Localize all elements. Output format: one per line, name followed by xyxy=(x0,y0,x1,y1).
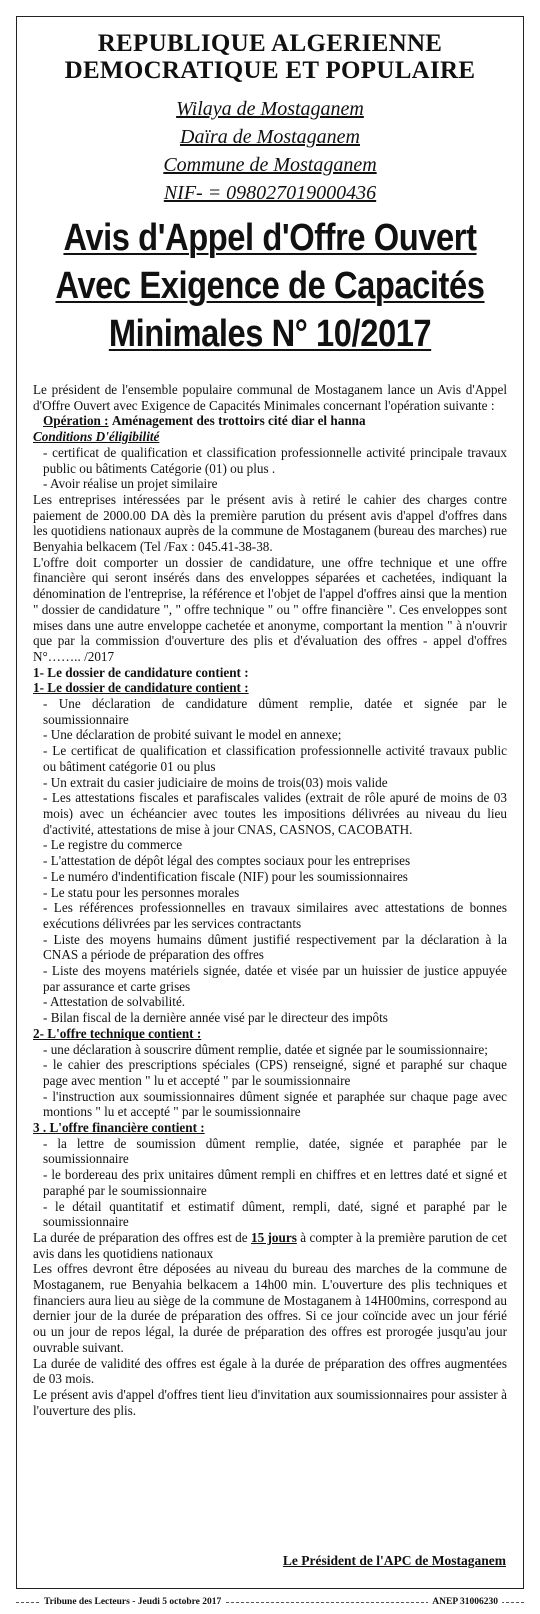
section1-item: - Bilan fiscal de la dernière année visé par le directeur des impôts xyxy=(43,1010,388,1026)
eligibility-item: - certificat de qualification et classification professionnelle activité principale travaux public ou bâtiments Catégorie (01) ou plus . xyxy=(43,444,507,476)
operation-label: Opération : xyxy=(43,413,109,429)
section1-item: - Le statu pour les personnes morales xyxy=(43,884,240,900)
republic-line-2: DEMOCRATIQUE ET POPULAIRE xyxy=(64,57,476,84)
validity-paragraph: La durée de validité des offres est égale à la durée de préparation des offres augmentées de 03 mois. xyxy=(33,1355,507,1387)
intro-paragraph: Le président de l'ensemble populaire communal de Mostaganem lance un Avis d'Appel d'Offre Ouvert avec Exigence de Capacités Minimales concernant l'opération suivante : xyxy=(33,382,507,413)
section1-item: - Les références professionnelles en travaux similaires avec attestations de bonnes exécutions délivrées par les services contractants xyxy=(43,900,507,931)
footer-anep-ref: ANEP 31006230 xyxy=(428,1597,502,1607)
section1-item: - Une déclaration de candidature dûment remplie, datée et signée par le soumissionnaire xyxy=(43,696,507,727)
section3-item: - la lettre de soumission dûment remplie, datée, signée et paraphée par le soumissionnaire xyxy=(43,1135,507,1167)
section1-item: - L'attestation de dépôt légal des comptes sociaux pour les entreprises xyxy=(43,853,411,869)
duration-after: à compter à la première parution de cet avis dans les quotidiens nationaux xyxy=(33,1229,507,1261)
withdrawal-paragraph: Les entreprises intéressées par le présent avis à retiré le cahier des charges contre paiement de 2000.00 DA dès la première parution du présent avis d'appel d'offres dans les quotidiens nationaux auprès de la commune de Mostaganem (bureau des marches) rue Benyahia belkacem (Tel /Fax : 045.41-38-38. xyxy=(33,491,507,555)
nif: NIF- = 098027019000436 xyxy=(163,182,377,204)
section1-heading-b: 1- Le dossier de candidature contient : xyxy=(33,680,249,696)
operation-value: Aménagement des trottoirs cité diar el hanna xyxy=(111,413,366,429)
section1-item: - Un extrait du casier judiciaire de moins de trois(03) mois valide xyxy=(43,774,388,790)
section1-item: - Le certificat de qualification et classification professionnelle activité travaux public ou bâtiment catégorie 01 ou plus xyxy=(43,743,507,774)
section2-item: - l'instruction aux soumissionnaires dûment signée et paraphée sur chaque page avec montions " lu et accepté " par le soumissionnaire xyxy=(43,1088,507,1120)
duration-highlight: 15 jours xyxy=(250,1229,297,1245)
title-line-3: Minimales N° 10/2017 xyxy=(108,313,432,355)
wilaya: Wilaya de Mostaganem xyxy=(176,98,364,120)
title-line-1: Avis d'Appel d'Offre Ouvert xyxy=(63,217,477,259)
signature: Le Président de l'APC de Mostaganem xyxy=(282,1553,506,1568)
invitation-paragraph: Le présent avis d'appel d'offres tient lieu d'invitation aux soumissionnaires pour assister à l'ouverture des plis. xyxy=(33,1387,507,1418)
duration-paragraph xyxy=(33,1230,507,1261)
operation-line xyxy=(33,413,507,429)
section1-item: - Une déclaration de probité suivant le model en annexe; xyxy=(43,727,342,743)
section1-item: - Liste des moyens humains dûment justifié respectivement par la déclaration à la CNAS a période de préparation des offres xyxy=(43,931,507,963)
section1-heading-a: 1- Le dossier de candidature contient : xyxy=(33,664,249,680)
section1-item: - Attestation de solvabilité. xyxy=(43,994,186,1010)
offer-paragraph: L'offre doit comporter un dossier de candidature, une offre technique et une offre financière qui seront insérés dans des enveloppes séparées et cachetées, indiquant la dénomination de l'entreprise, la référence et l'objet de l'appel d'offres ainsi que la mention " dossier de candidature ", " offre technique " ou " offre financière ". Ces enveloppes sont mises dans une autre enveloppe cachetée et anonyme, comportant la mention " à n'ouvrir que par la commission d'ouverture des plis et d'évaluation des offres - appel d'offres N°…….. /2017 xyxy=(33,554,507,664)
republic-line-1: REPUBLIQUE ALGERIENNE xyxy=(97,30,443,57)
daira: Daïra de Mostaganem xyxy=(180,126,360,148)
section1-item: - Liste des moyens matériels signée, datée et visée par un huissier de justice appuyée par assurance et carte grises xyxy=(43,963,507,994)
eligibility-heading: Conditions D'éligibilité xyxy=(33,429,160,445)
section3-item: - le bordereau des prix unitaires dûment rempli en chiffres et en lettres daté et signé et paraphé par le soumissionnaire xyxy=(43,1167,507,1198)
duration-before: La durée de préparation des offres est de xyxy=(33,1229,251,1245)
deposit-paragraph: Les offres devront être déposées au niveau du bureau des marches de la commune de Mostaganem, rue Benyahia belkacem a 14h00 min. L'ouverture des plis techniques et financiers aura lieu au siège de la commune de Mostaganem à 14H00mins, correspond au dernier jour de la durée de préparation des offres. Si ce jour coïncide avec un jour férié ou un jour de repos légal, la durée de préparation des offres est prorogée jusqu'au jour ouvrable suivant. xyxy=(33,1261,507,1355)
section1-item: - Le registre du commerce xyxy=(43,837,183,853)
section3-heading: 3 . L'offre financière contient : xyxy=(33,1120,205,1136)
eligibility-item: - Avoir réalise un projet similaire xyxy=(43,476,218,492)
section2-item: - une déclaration à souscrire dûment remplie, datée et signée par le soumissionnaire; xyxy=(43,1041,488,1057)
section1-item: - Le numéro d'indentification fiscale (NIF) pour les soumissionnaires xyxy=(43,868,408,884)
section3-item: - le détail quantitatif et estimatif dûment, rempli, daté, signé et paraphé par le soumissionnaire xyxy=(43,1198,507,1230)
section2-item: - le cahier des prescriptions spéciales (CPS) renseigné, signé et paraphé sur chaque page avec mention " lu et accepté " par le soumissionnaire xyxy=(43,1057,507,1088)
section1-item: - Les attestations fiscales et parafiscales valides (extrait de rôle apuré de moins de 03 mois) avec un échéancier avec toutes les impositions délivrées au niveau du lieu d'activité, attestations de mise à jour CNAS, CASNOS, CACOBATH. xyxy=(43,790,507,837)
title-line-2: Avec Exigence de Capacités xyxy=(55,265,485,307)
commune: Commune de Mostaganem xyxy=(163,154,377,176)
section2-heading: 2- L'offre technique contient : xyxy=(33,1025,202,1041)
footer-publication: Tribune des Lecteurs - Jeudi 5 octobre 2017 xyxy=(40,1597,225,1607)
notice-body xyxy=(33,382,507,1418)
